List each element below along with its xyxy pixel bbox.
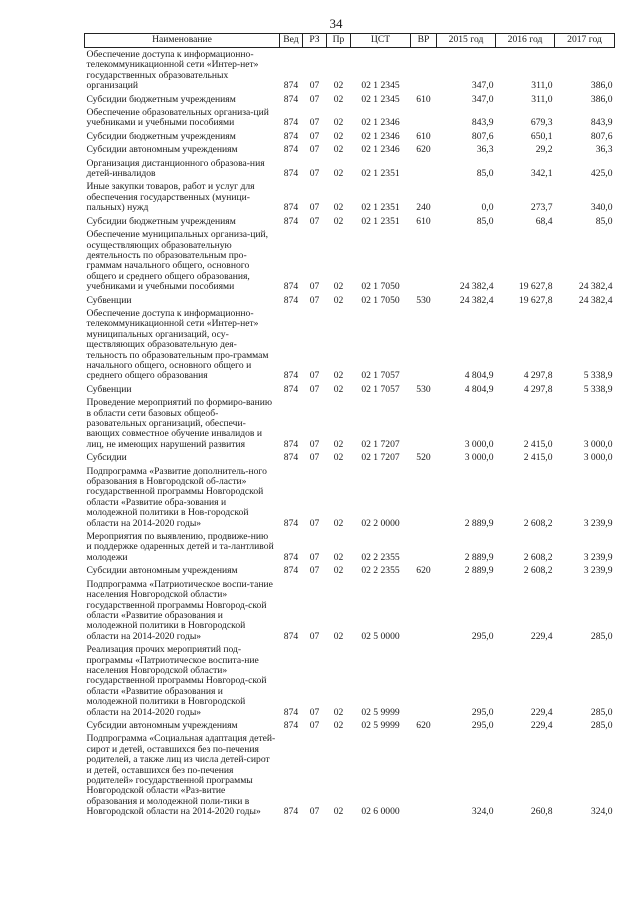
row-2016-cell: 2 608,2: [523, 551, 553, 563]
row-name-cell: Подпрограмма «Социальная адаптация детей-сирот и детей, оставшихся без по-печения родителей, а также лиц из числа детей-сирот и детей, оставшихся без по-печения родителей» государственной программы Новгородской области «Раз-витие образования и молодежной поли-тики в Новгородской области на 2014-2020 годы»: [86, 733, 276, 818]
row-cst-cell: 02 1 7050: [361, 294, 400, 306]
row-pr-cell: 02: [333, 517, 344, 529]
row-2016-cell: 229,4: [530, 630, 553, 642]
row-pr-cell: 02: [333, 383, 344, 395]
row-vr-cell: [411, 732, 437, 818]
table-row: [85, 228, 615, 293]
table-row: [85, 215, 615, 228]
row-vr-cell: 610: [416, 130, 431, 142]
row-2017-cell: 843,9: [590, 117, 613, 129]
row-2016-cell: 4 297,8: [523, 370, 553, 382]
table-body: [85, 48, 615, 819]
table-row: [85, 732, 615, 818]
row-2016-cell: 229,4: [530, 719, 553, 731]
row-ved-cell: 874: [283, 806, 299, 818]
row-pr-cell: 02: [333, 706, 344, 718]
row-rz-cell: 07: [309, 438, 320, 450]
row-2015-cell: 24 382,4: [459, 294, 494, 306]
row-ved-cell: 874: [283, 370, 299, 382]
row-rz-cell: 07: [309, 452, 320, 464]
row-cst-cell: 02 1 7057: [361, 370, 400, 382]
row-ved-cell: 874: [283, 565, 299, 577]
row-2015-cell: 2 889,9: [464, 565, 494, 577]
row-name-cell: Субсидии бюджетным учреждениям: [86, 93, 236, 105]
row-name-cell: Мероприятия по выявлению, продвиже-нию и поддержке одаренных детей и та-лантливой молодежи: [86, 531, 274, 563]
row-ved-cell: 874: [283, 719, 299, 731]
row-ved-cell: 874: [283, 144, 299, 156]
header-2016: 2016 год: [496, 34, 555, 48]
row-rz-cell: 07: [309, 80, 320, 92]
row-2016-cell: 679,3: [530, 117, 553, 129]
row-cst-cell: 02 1 2345: [361, 80, 400, 92]
table-row: [85, 106, 615, 130]
row-name-cell: Обеспечение образовательных организа-ций учебниками и учебными пособиями: [86, 107, 269, 129]
row-name-cell: Обеспечение доступа к информационно-телекоммуникационной сети «Интер-нет» государственных образовательных организаций: [86, 49, 259, 92]
row-cst-cell: 02 1 7050: [361, 281, 400, 293]
row-2017-cell: 5 338,9: [583, 370, 613, 382]
row-2016-cell: 273,7: [530, 202, 553, 214]
row-rz-cell: 07: [309, 551, 320, 563]
row-cst-cell: 02 1 7207: [361, 438, 400, 450]
row-2016-cell: 650,1: [530, 130, 553, 142]
row-2015-cell: 3 000,0: [464, 452, 494, 464]
row-cst-cell: 02 2 2355: [361, 565, 400, 577]
row-ved-cell: 874: [283, 551, 299, 563]
row-vr-cell: 610: [416, 215, 431, 227]
table-row: [85, 643, 615, 719]
row-2017-cell: 285,0: [590, 630, 613, 642]
row-2016-cell: 19 627,8: [518, 281, 553, 293]
row-vr-cell: 620: [416, 144, 431, 156]
header-name: Наименование: [85, 34, 280, 48]
row-name-cell: Субсидии автономным учреждениям: [86, 144, 238, 156]
row-pr-cell: 02: [333, 719, 344, 731]
row-rz-cell: 07: [309, 93, 320, 105]
row-ved-cell: 874: [283, 168, 299, 180]
row-cst-cell: 02 1 2351: [361, 202, 400, 214]
row-2015-cell: 3 000,0: [464, 438, 494, 450]
table-row: [85, 530, 615, 564]
row-name-cell: Субсидии бюджетным учреждениям: [86, 215, 236, 227]
row-2016-cell: 311,0: [531, 80, 553, 92]
row-vr-cell: 520: [416, 452, 431, 464]
table-row: [85, 157, 615, 181]
row-vr-cell: [411, 465, 437, 530]
row-pr-cell: 02: [333, 438, 344, 450]
row-rz-cell: 07: [309, 370, 320, 382]
row-ved-cell: 874: [283, 383, 299, 395]
row-name-cell: Проведение мероприятий по формиро-ванию в области сети базовых общеоб-разовательных организаций, обеспечи-вающих совместное обучение инвалидов и лиц, не имеющих нарушений развития: [86, 397, 273, 450]
row-2017-cell: 36,3: [595, 144, 613, 156]
row-name-cell: Субсидии бюджетным учреждениям: [86, 130, 236, 142]
row-ved-cell: 874: [283, 630, 299, 642]
row-name-cell: Подпрограмма «Патриотическое воспи-тание населения Новгородской области» государственной программы Новгород-ской области «Развитие образования и молодежной политики в Новгородской области на 2014-2020 годы»: [86, 578, 273, 642]
row-2015-cell: 4 804,9: [464, 370, 494, 382]
row-cst-cell: 02 1 2346: [361, 144, 400, 156]
header-rz: РЗ: [303, 34, 327, 48]
row-2017-cell: 386,0: [590, 93, 613, 105]
row-cst-cell: 02 1 7057: [361, 383, 400, 395]
row-2016-cell: 342,1: [530, 168, 553, 180]
row-2017-cell: 5 338,9: [583, 383, 613, 395]
header-2015: 2015 год: [437, 34, 496, 48]
row-name-cell: Субсидии: [86, 452, 127, 464]
row-ved-cell: 874: [283, 452, 299, 464]
row-2015-cell: 347,0: [471, 80, 494, 92]
row-vr-cell: 530: [416, 383, 431, 395]
row-2015-cell: 2 889,9: [464, 517, 494, 529]
row-2017-cell: 386,0: [590, 80, 613, 92]
row-name-cell: Организация дистанционного образова-ния детей-инвалидов: [86, 157, 265, 180]
row-rz-cell: 07: [309, 383, 320, 395]
row-2017-cell: 24 382,4: [578, 294, 613, 306]
row-cst-cell: 02 5 9999: [361, 706, 400, 718]
row-name-cell: Обеспечение муниципальных организа-ций, осуществляющих образовательную деятельность по образовательным про-граммам начального общего, основного общего и среднего общего образования, учебниками и учебными пособиями: [86, 229, 269, 293]
row-2015-cell: 843,9: [471, 117, 494, 129]
row-cst-cell: 02 2 2355: [361, 551, 400, 563]
row-name-cell: Субсидии автономным учреждениям: [86, 565, 238, 577]
row-cst-cell: 02 5 0000: [361, 630, 400, 642]
row-2015-cell: 2 889,9: [464, 551, 494, 563]
row-vr-cell: [411, 307, 437, 383]
row-cst-cell: 02 2 0000: [361, 517, 400, 529]
row-2015-cell: 36,3: [476, 144, 494, 156]
row-2016-cell: 2 608,2: [523, 517, 553, 529]
row-ved-cell: 874: [283, 517, 299, 529]
row-rz-cell: 07: [309, 719, 320, 731]
row-2017-cell: 3 000,0: [583, 452, 613, 464]
row-2017-cell: 324,0: [590, 806, 613, 818]
header-2017: 2017 год: [555, 34, 615, 48]
table-row: [85, 578, 615, 643]
page-number: 34: [329, 16, 343, 31]
row-2015-cell: 807,6: [471, 130, 494, 142]
row-pr-cell: 02: [333, 281, 344, 293]
row-pr-cell: 02: [333, 630, 344, 642]
row-2017-cell: 3 000,0: [583, 438, 613, 450]
row-ved-cell: 874: [283, 93, 299, 105]
row-pr-cell: 02: [333, 565, 344, 577]
row-vr-cell: [411, 157, 437, 181]
table-row: [85, 383, 615, 396]
table-row: [85, 396, 615, 451]
row-2015-cell: 295,0: [471, 630, 494, 642]
row-pr-cell: 02: [333, 215, 344, 227]
table-row: [85, 180, 615, 214]
row-2017-cell: 3 239,9: [583, 551, 613, 563]
row-pr-cell: 02: [333, 117, 344, 129]
table-row: [85, 307, 615, 383]
row-2015-cell: 347,0: [471, 93, 494, 105]
row-vr-cell: 610: [416, 93, 431, 105]
row-2015-cell: 324,0: [471, 806, 494, 818]
row-pr-cell: 02: [333, 806, 344, 818]
row-rz-cell: 07: [309, 130, 320, 142]
row-pr-cell: 02: [333, 130, 344, 142]
table-row: [85, 294, 615, 307]
row-ved-cell: 874: [283, 294, 299, 306]
row-pr-cell: 02: [333, 452, 344, 464]
row-2016-cell: 229,4: [530, 706, 553, 718]
row-cst-cell: 02 1 2351: [361, 215, 400, 227]
row-ved-cell: 874: [283, 281, 299, 293]
row-pr-cell: 02: [333, 93, 344, 105]
row-cst-cell: 02 1 2346: [361, 117, 400, 129]
row-pr-cell: 02: [333, 80, 344, 92]
row-2016-cell: 2 608,2: [523, 565, 553, 577]
row-vr-cell: 240: [416, 202, 431, 214]
table-row: [85, 719, 615, 732]
table-row: [85, 451, 615, 464]
row-2017-cell: 3 239,9: [583, 565, 613, 577]
row-2017-cell: 24 382,4: [578, 281, 613, 293]
row-vr-cell: [411, 530, 437, 564]
table-row: [85, 130, 615, 143]
row-vr-cell: [411, 106, 437, 130]
header-vr: ВР: [411, 34, 437, 48]
row-pr-cell: 02: [333, 551, 344, 563]
row-rz-cell: 07: [309, 565, 320, 577]
row-2015-cell: 295,0: [471, 706, 494, 718]
row-cst-cell: 02 1 2351: [361, 168, 400, 180]
row-name-cell: Субвенции: [86, 383, 132, 395]
header-cst: ЦСТ: [351, 34, 411, 48]
row-2015-cell: 24 382,4: [459, 281, 494, 293]
row-2017-cell: 285,0: [590, 706, 613, 718]
row-rz-cell: 07: [309, 144, 320, 156]
row-2017-cell: 425,0: [590, 168, 613, 180]
row-2017-cell: 285,0: [590, 719, 613, 731]
row-cst-cell: 02 5 9999: [361, 719, 400, 731]
row-rz-cell: 07: [309, 517, 320, 529]
row-rz-cell: 07: [309, 281, 320, 293]
row-2016-cell: 2 415,0: [523, 438, 553, 450]
row-rz-cell: 07: [309, 706, 320, 718]
row-pr-cell: 02: [333, 144, 344, 156]
row-2015-cell: 85,0: [476, 215, 494, 227]
row-rz-cell: 07: [309, 294, 320, 306]
row-pr-cell: 02: [333, 202, 344, 214]
row-2017-cell: 807,6: [590, 130, 613, 142]
row-pr-cell: 02: [333, 168, 344, 180]
row-rz-cell: 07: [309, 117, 320, 129]
row-2017-cell: 3 239,9: [583, 517, 613, 529]
row-pr-cell: 02: [333, 370, 344, 382]
row-ved-cell: 874: [283, 80, 299, 92]
row-name-cell: Подпрограмма «Развитие дополнитель-ного образования в Новгородской об-ласти» государственной программы Новгородской области «Развитие обра-зования и молодежной политики в Нов-городской области на 2014-2020 годы»: [86, 465, 267, 529]
row-vr-cell: [411, 396, 437, 451]
row-name-cell: Иные закупки товаров, работ и услуг для обеспечения государственных (муници-пальных) нужд: [86, 181, 255, 214]
row-vr-cell: [411, 48, 437, 93]
table-row: [85, 93, 615, 106]
row-2016-cell: 2 415,0: [523, 452, 553, 464]
row-ved-cell: 874: [283, 130, 299, 142]
row-cst-cell: 02 1 2345: [361, 93, 400, 105]
row-vr-cell: 620: [416, 719, 431, 731]
row-vr-cell: 530: [416, 294, 431, 306]
row-rz-cell: 07: [309, 202, 320, 214]
row-2016-cell: 260,8: [530, 806, 553, 818]
row-name-cell: Субвенции: [86, 294, 132, 306]
row-name-cell: Субсидии автономным учреждениям: [86, 719, 238, 731]
row-pr-cell: 02: [333, 294, 344, 306]
row-2015-cell: 295,0: [471, 719, 494, 731]
row-2017-cell: 340,0: [590, 202, 613, 214]
row-2016-cell: 29,2: [535, 144, 553, 156]
table-row: [85, 143, 615, 156]
budget-table: [84, 33, 615, 819]
row-cst-cell: 02 1 7207: [361, 452, 400, 464]
row-vr-cell: 620: [416, 565, 431, 577]
row-2015-cell: 4 804,9: [464, 383, 494, 395]
row-vr-cell: [411, 643, 437, 719]
row-rz-cell: 07: [309, 215, 320, 227]
row-2017-cell: 85,0: [595, 215, 613, 227]
row-name-cell: Реализация прочих мероприятий под-программы «Патриотическое воспита-ние населения Новгородской области» государственной программы Новгород-ской области «Развитие образования и молодежной политики в Новгородской области на 2014-2020 годы»: [86, 644, 267, 718]
header-pr: Пр: [327, 34, 351, 48]
row-ved-cell: 874: [283, 706, 299, 718]
row-rz-cell: 07: [309, 806, 320, 818]
header-ved: Вед: [280, 34, 303, 48]
row-2016-cell: 311,0: [531, 93, 553, 105]
table-row: [85, 465, 615, 530]
table-row: [85, 48, 615, 93]
row-vr-cell: [411, 228, 437, 293]
row-2015-cell: 0,0: [481, 202, 494, 214]
table-row: [85, 564, 615, 577]
row-2015-cell: 85,0: [476, 168, 494, 180]
row-rz-cell: 07: [309, 630, 320, 642]
row-name-cell: Обеспечение доступа к информационно-телекоммуникационной сети «Интер-нет» муниципальных организаций, осу-ществляющих образовательную дея-тельность по образовательным про-граммам начального общего, основного общего и среднего общего образования: [86, 307, 269, 382]
row-ved-cell: 874: [283, 117, 299, 129]
table-header-row: [85, 34, 615, 48]
row-cst-cell: 02 1 2346: [361, 130, 400, 142]
row-2016-cell: 19 627,8: [518, 294, 553, 306]
row-2016-cell: 68,4: [535, 215, 553, 227]
row-ved-cell: 874: [283, 215, 299, 227]
row-cst-cell: 02 6 0000: [361, 806, 400, 818]
row-2016-cell: 4 297,8: [523, 383, 553, 395]
row-ved-cell: 874: [283, 438, 299, 450]
row-vr-cell: [411, 578, 437, 643]
row-ved-cell: 874: [283, 202, 299, 214]
row-rz-cell: 07: [309, 168, 320, 180]
